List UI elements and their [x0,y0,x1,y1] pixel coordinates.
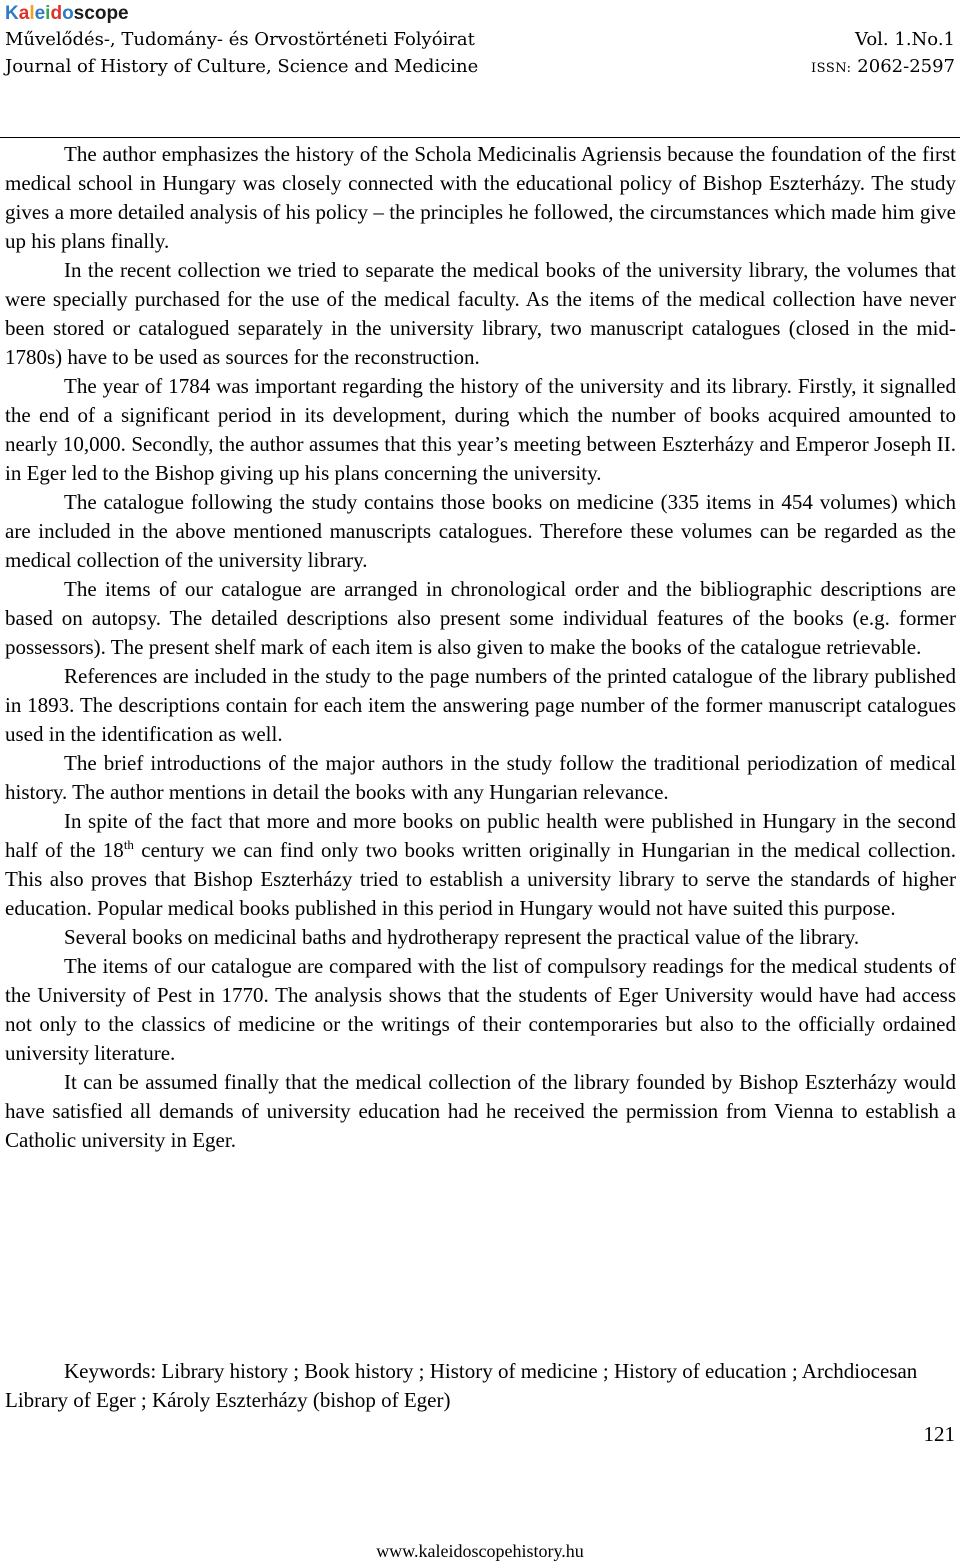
brand-letter: i [45,3,51,24]
brand-letter: o [94,3,107,24]
journal-title-en: Journal of History of Culture, Science and Medicine [5,56,479,77]
keywords-block [5,1357,956,1415]
superscript: th [123,837,134,852]
paragraph: The items of our catalogue are compared with the list of compulsory readings for the medical students of the University of Pest in 1770. The analysis shows that the students of Eger University would have had access not only to the classics of medicine or the writings of their contemporaries but also to the officially ordained university literature. [5,954,956,1065]
paragraph-text: century we can find only two books written originally in Hungarian in the medical collection. This also proves that Bishop Eszterházy tried to establish a university library to serve the standards of higher education. Popular medical books published in this period in Hungary would not have suited this purpose. [5,838,957,920]
brand-letter: c [84,3,95,24]
paragraph: It can be assumed finally that the medical collection of the library founded by Bishop Eszterházy would have satisfied all demands of university education had he received the permission from Vienna to establish a Catholic university in Eger. [5,1070,956,1152]
issn [811,53,955,82]
brand-letter: e [34,3,46,24]
brand-logo [5,2,960,26]
brand-letter: l [29,3,35,24]
paragraph: The brief introductions of the major authors in the study follow the traditional periodization of medical history. The author mentions in detail the books with any Hungarian relevance. [5,751,956,804]
header-row-2 [5,53,960,80]
paragraph: References are included in the study to the page numbers of the printed catalogue of the library published in 1893. The descriptions contain for each item the answering page number of the former manuscript catalogues used in the identification as well. [5,664,956,746]
page-number: 121 [923,1422,955,1446]
brand-letter: a [18,3,30,24]
paragraph: Several books on medicinal baths and hydrotherapy represent the practical value of the library. [64,925,860,949]
brand-letter: p [106,3,119,24]
journal-header [5,2,960,80]
brand-letter: d [50,3,63,24]
issn-value: 2062-2597 [857,56,955,77]
keywords-text: Keywords: Library history ; Book history ; History of medicine ; History of education ; Archdiocesan Library of Eger ; Károly Eszterházy (bishop of Eger) [5,1359,918,1412]
footer-url[interactable]: www.kaleidoscopehistory.hu [376,1541,584,1561]
volume-label: Vol. 1.No.1 [854,29,955,50]
paragraph: The catalogue following the study contains those books on medicine (335 items in 454 volumes) which are included in the above mentioned manuscripts catalogues. Therefore these volumes can be regarded as the medical collection of the university library. [5,490,956,572]
paragraph-text: In spite of the fact that more and more books on public health were published in Hungary in the second half of the 18 [5,809,956,862]
brand-letter: s [73,3,85,24]
paragraph: The items of our catalogue are arranged in chronological order and the bibliographic descriptions are based on autopsy. The detailed descriptions also present some individual features of the books (e.g. former possessors). The present shelf mark of each item is also given to make the books of the catalogue retrievable. [5,577,956,659]
brand-letter: K [5,3,19,24]
brand-letter: e [118,3,129,24]
paragraph: The year of 1784 was important regarding the history of the university and its library. Firstly, it signalled the end of a significant period in its development, during which the number of books acquired amounted to nearly 10,000. Secondly, the author assumes that this year’s meeting between Eszterházy and Emperor Joseph II. in Eger led to the Bishop giving up his plans concerning the university. [5,374,956,485]
journal-title-hu: Művelődés-, Tudomány- és Orvostörténeti Folyóirat [5,29,475,50]
issn-label: ISSN: [811,61,852,76]
paragraph [5,807,956,923]
abstract-body [5,140,956,1155]
brand-letter: o [62,3,74,24]
paragraph: In the recent collection we tried to separate the medical books of the university library, the volumes that were specially purchased for the use of the medical faculty. As the items of the medical collection have never been stored or catalogued separately in the university library, two manuscript catalogues (closed in the mid-1780s) have to be used as sources for the reconstruction. [5,258,956,369]
header-row-1 [5,26,960,53]
header-divider [0,137,960,138]
paragraph: The author emphasizes the history of the Schola Medicinalis Agriensis because the foundation of the first medical school in Hungary was closely connected with the educational policy of Bishop Eszterházy. The study gives a more detailed analysis of his policy – the principles he followed, the circumstances which made him give up his plans finally. [5,142,956,253]
